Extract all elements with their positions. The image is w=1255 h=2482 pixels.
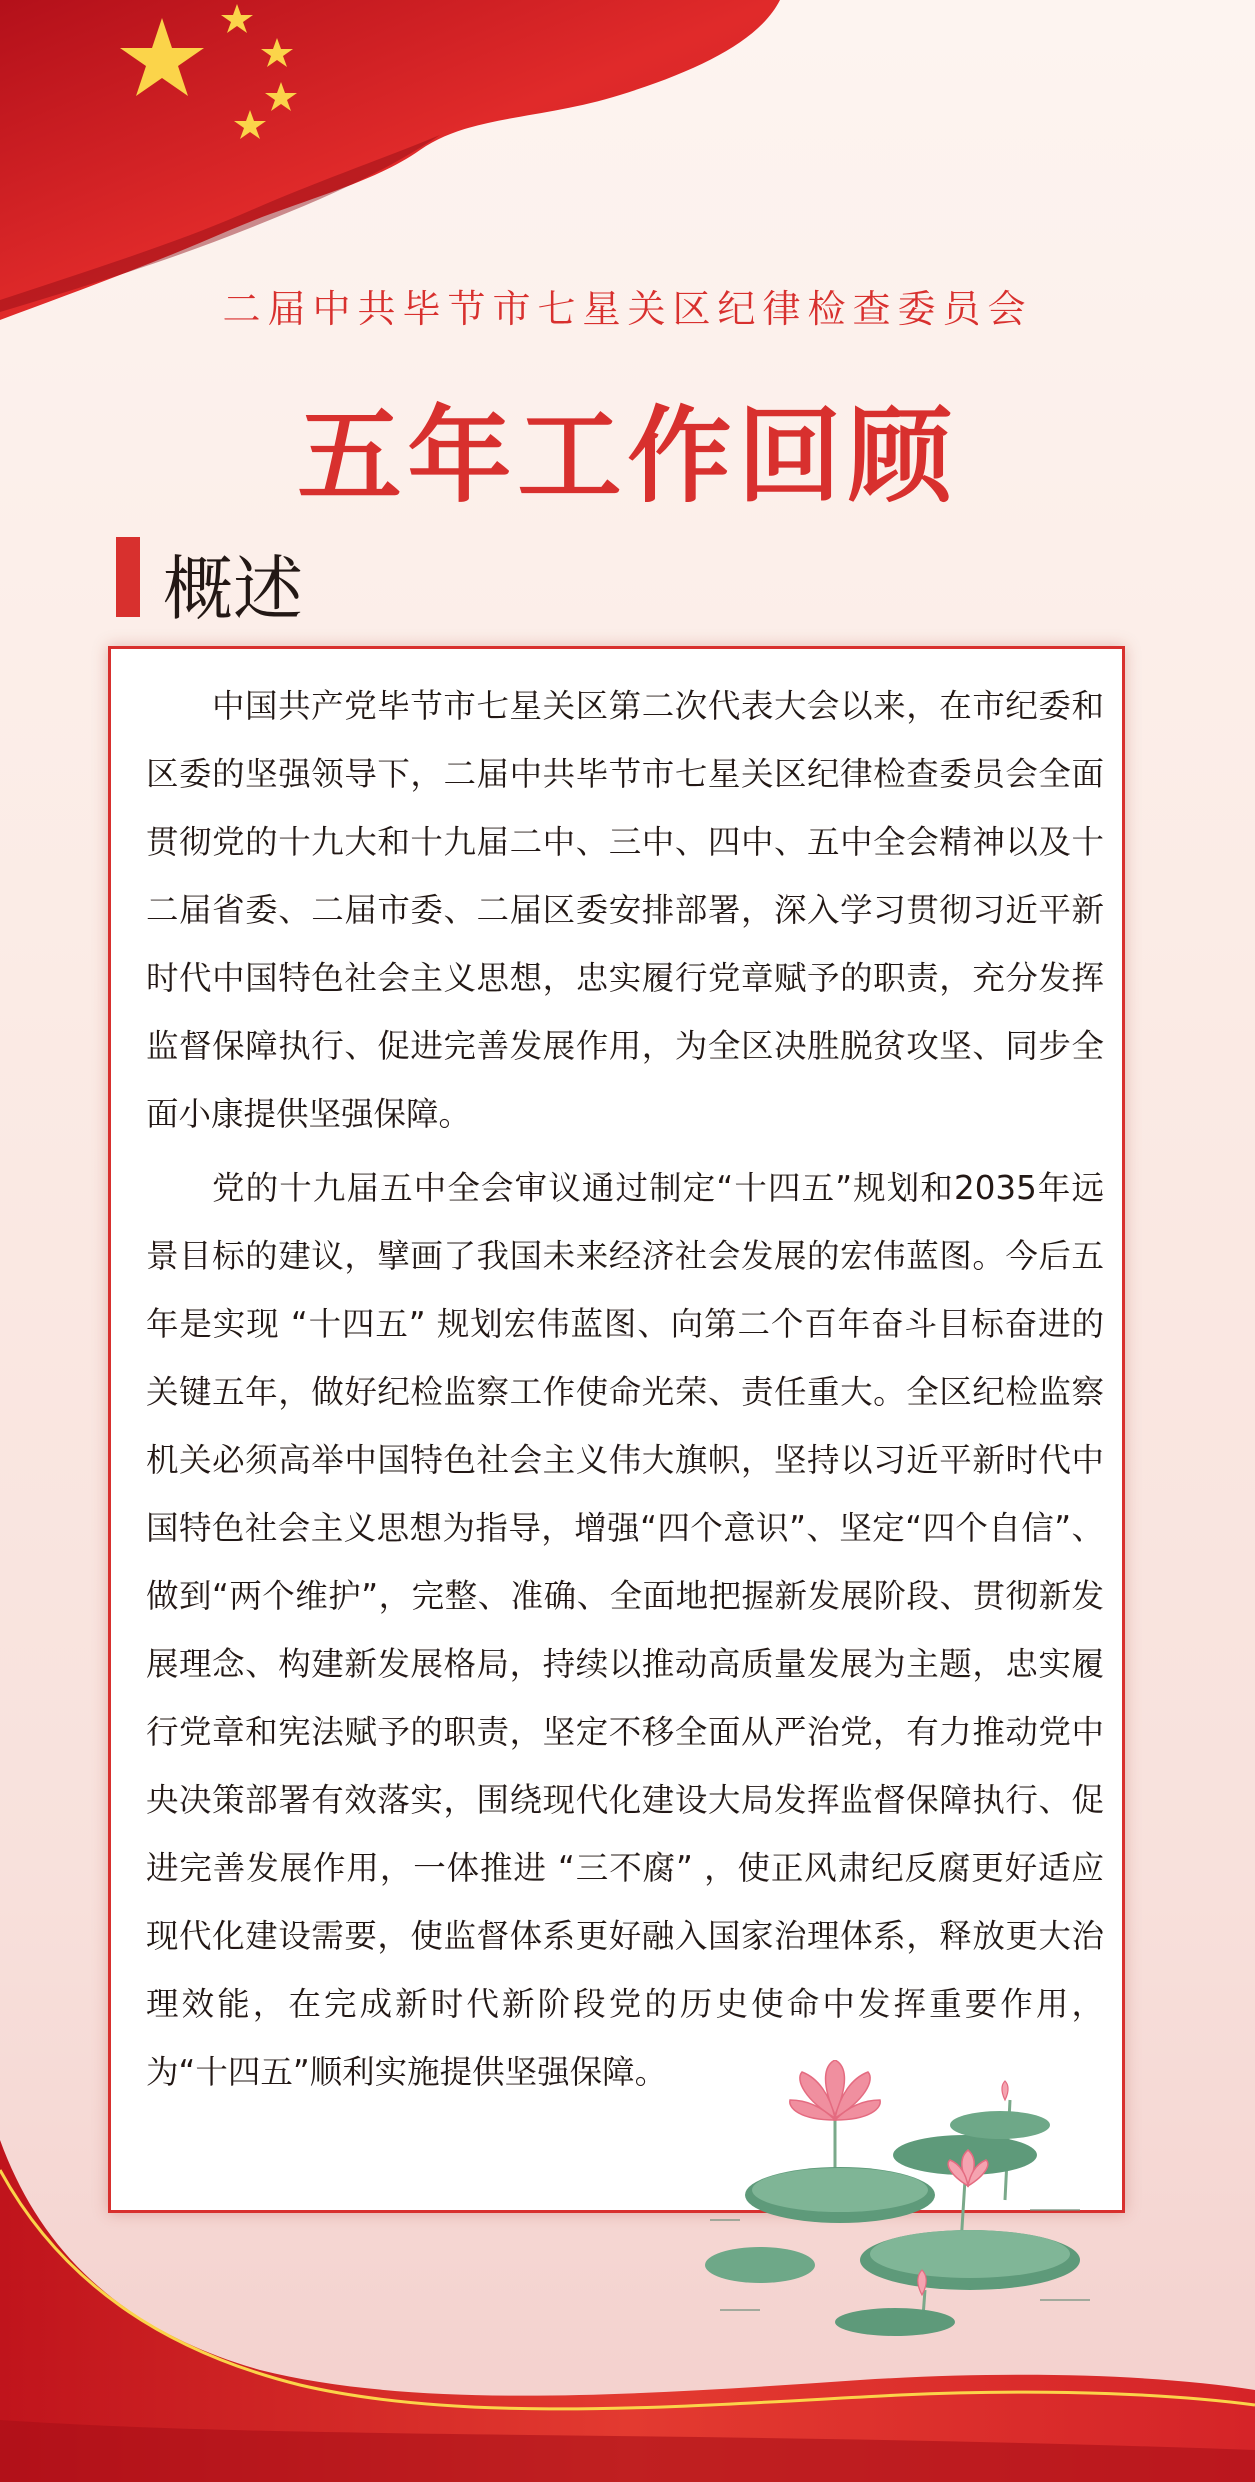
section-heading: 概述 xyxy=(163,548,303,630)
paragraph-1: 中国共产党毕节市七星关区第二次代表大会以来，在市纪委和区委的坚强领导下，二届中共毕节市七星关区纪律检查委员会全面贯彻党的十九大和十九届二中、三中、四中、五中全会精神以及十二届省委、二届市委、二届区委安排部署，深入学习贯彻习近平新时代中国特色社会主义思想，忠实履行党章赋予的职责，充分发挥监督保障执行、促进完善发展作用，为全区决胜脱贫攻坚、同步全面小康提供坚强保障。 xyxy=(146,687,1104,1133)
section-marker xyxy=(116,537,140,617)
subtitle: 二届中共毕节市七星关区纪律检查委员会 xyxy=(222,287,1033,331)
lotus-icon xyxy=(700,2060,1100,2350)
paragraph-2: 党的十九届五中全会审议通过制定“十四五”规划和2035年远景目标的建议，擘画了我国未来经济社会发展的宏伟蓝图。今后五年是实现 “十四五” 规划宏伟蓝图、向第二个百年奋斗目标奋进的关键五年，做好纪检监察工作使命光荣、责任重大。全区纪检监察机关必须高举中国特色社会主义伟大旗帜，坚持以习近平新时代中国特色社会主义思想为指导，增强“四个意识”、坚定“四个自信”、做到“两个维护”，完整、准确、全面地把握新发展阶段、贯彻新发展理念、构建新发展格局，持续以推动高质量发展为主题，忠实履行党章和宪法赋予的职责，坚定不移全面从严治党，有力推动党中央决策部署有效落实，围绕现代化建设大局发挥监督保障执行、促进完善发展作用，一体推进 “三不腐” ，使正风肃纪反腐更好适应现代化建设需要，使监督体系更好融入国家治理体系，释放更大治理效能，在完成新时代新阶段党的历史使命中发挥重要作用，为“十四五”顺利实施提供坚强保障。 xyxy=(146,1169,1104,2091)
page-title: 五年工作回顾 xyxy=(297,395,958,517)
